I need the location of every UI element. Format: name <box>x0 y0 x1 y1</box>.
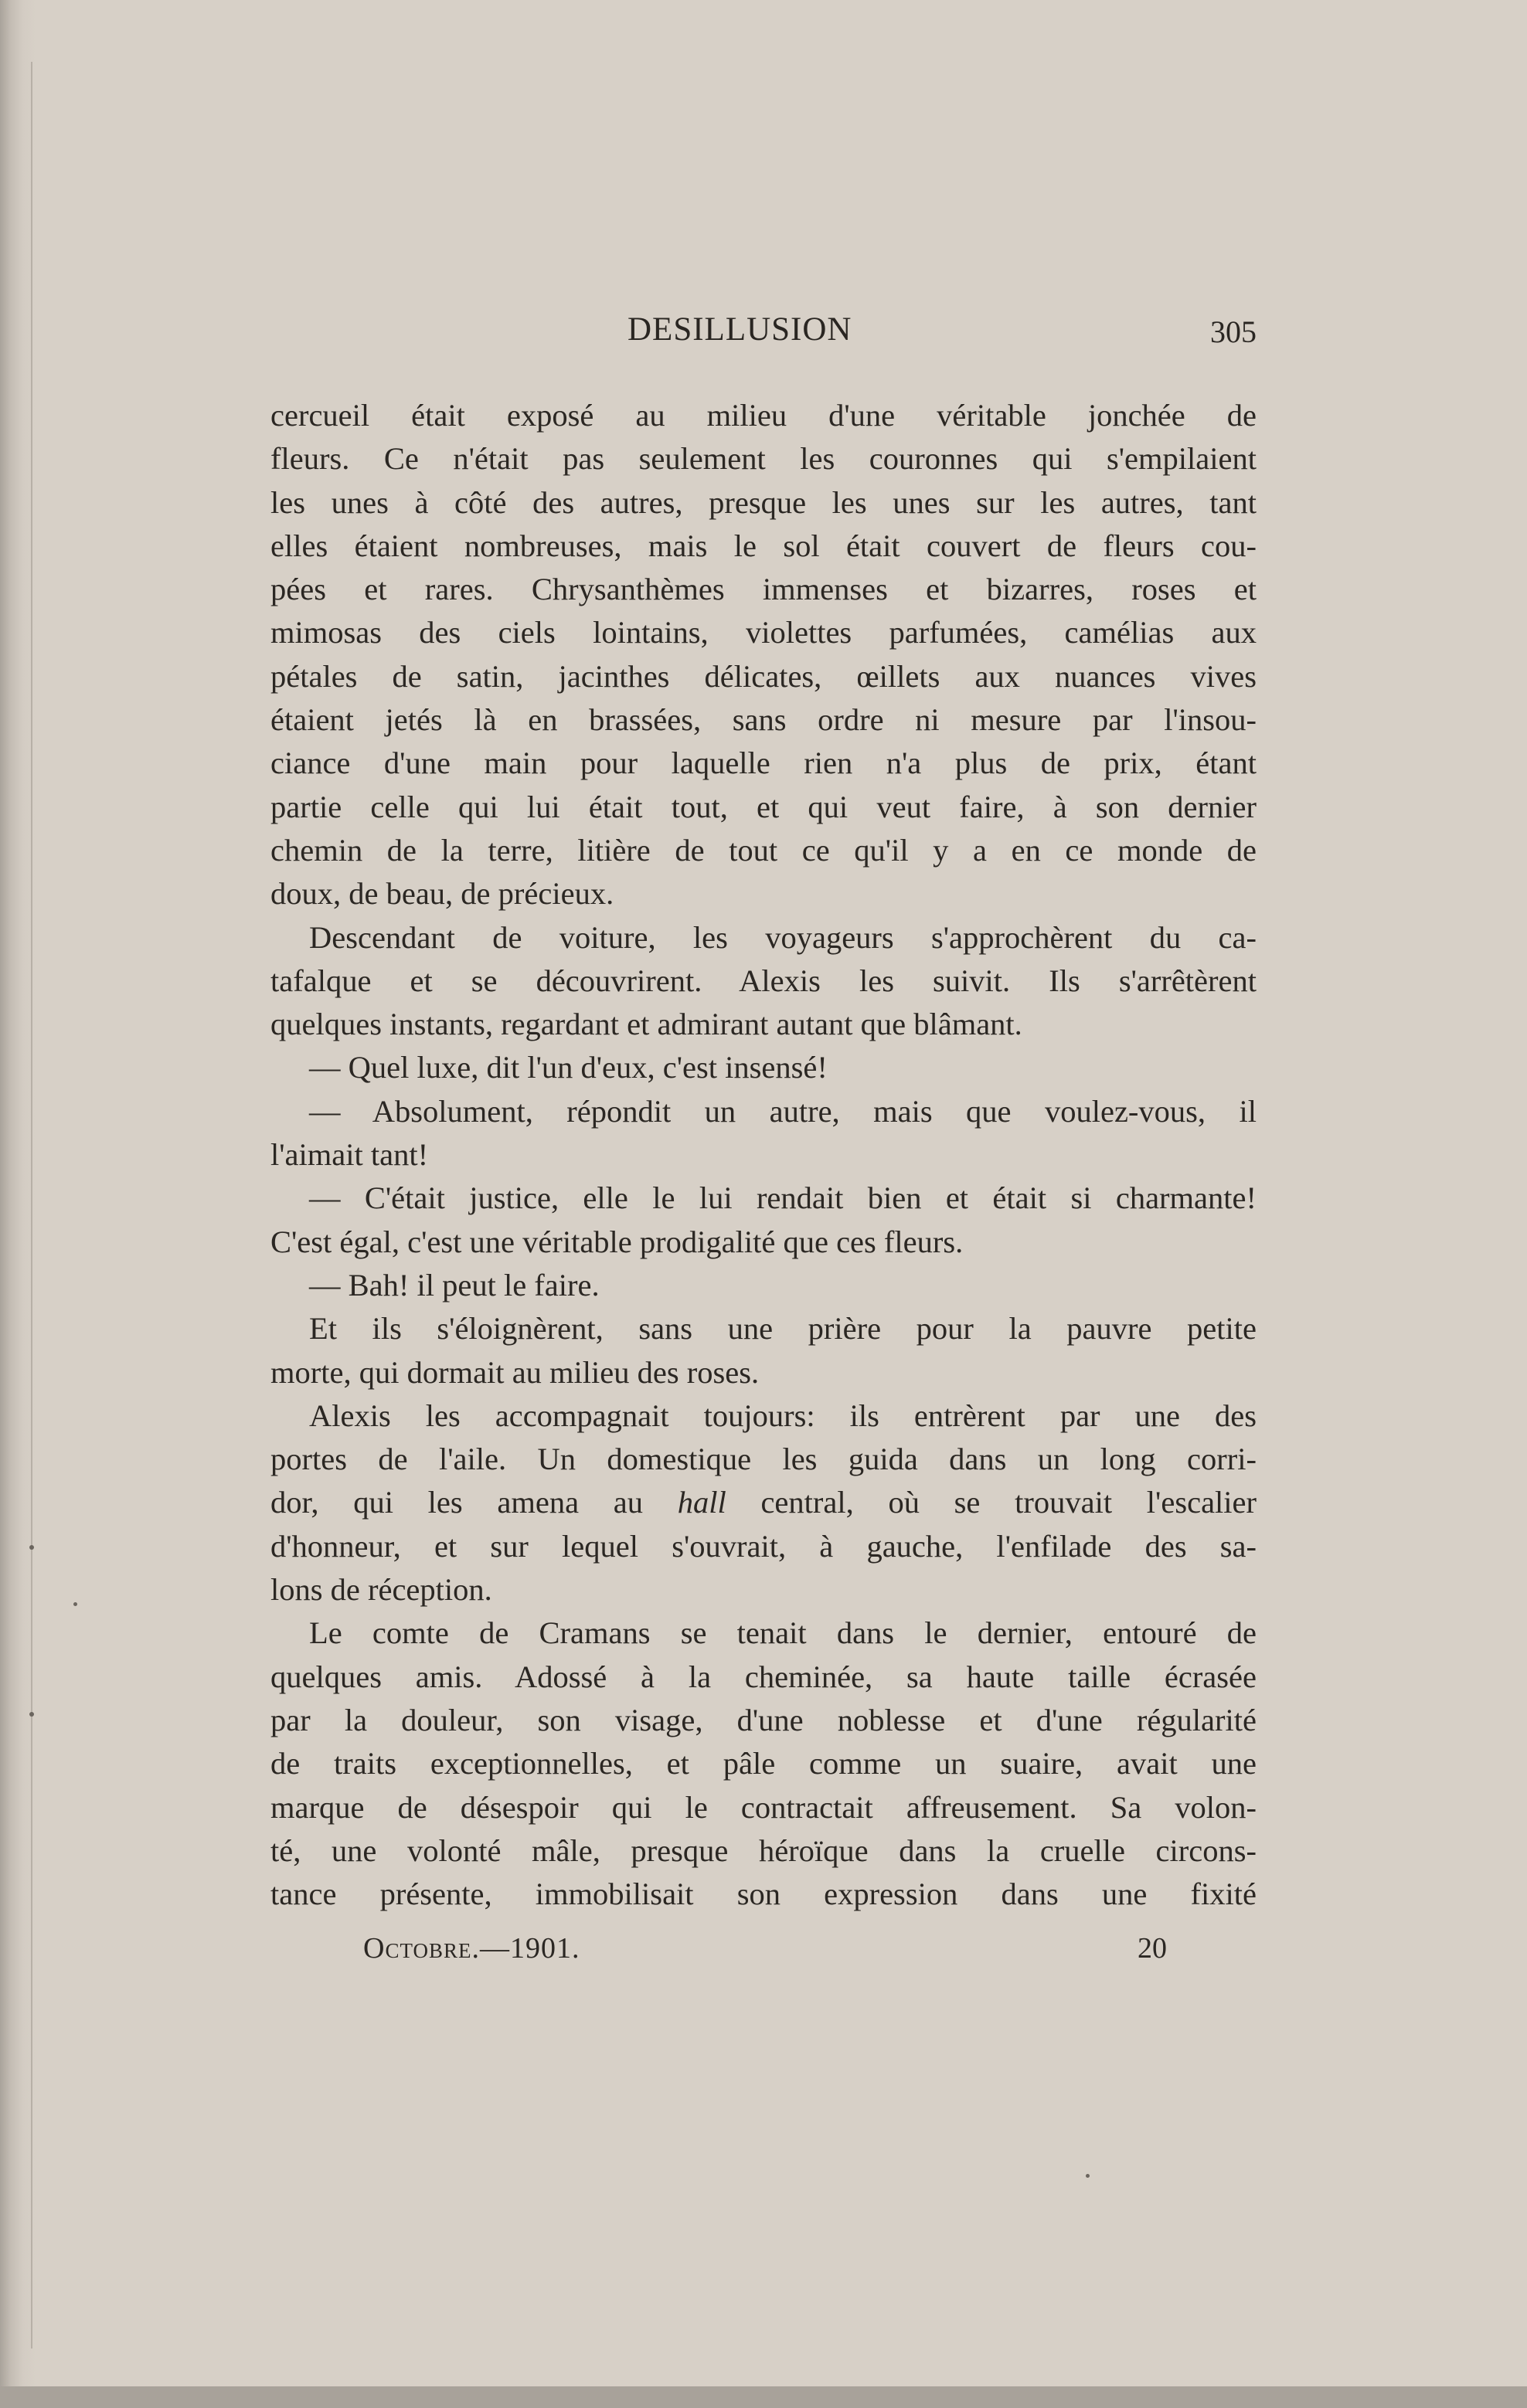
signature-mark: 20 <box>1138 1932 1167 1965</box>
page-footer <box>363 1931 1167 1970</box>
text-line: mimosas des ciels lointains, violettes parfumées, camélias aux <box>270 615 1257 650</box>
text-line: té, une volonté mâle, presque héroïque dans la cruelle circons- <box>270 1832 1257 1868</box>
text-line: fleurs. Ce n'était pas seulement les couronnes qui s'empilaient <box>270 441 1257 477</box>
text-line <box>270 1481 1257 1524</box>
text-line: chemin de la terre, litière de tout ce qu'il y a en ce monde de <box>270 832 1257 868</box>
text-line: Et ils s'éloignèrent, sans une prière pour la pauvre petite <box>309 1311 1257 1347</box>
paper-speck <box>29 1545 34 1550</box>
text-line: l'aimait tant! <box>270 1137 429 1173</box>
text-line: — Absolument, répondit un autre, mais que voulez-vous, il <box>309 1093 1257 1129</box>
text-segment: dor, qui les amena au <box>270 1485 643 1520</box>
text-line: de traits exceptionnelles, et pâle comme un suaire, avait une <box>270 1746 1257 1781</box>
text-line: tance présente, immobilisait son expression dans une fixité <box>270 1876 1257 1912</box>
page-number: 305 <box>1210 314 1257 349</box>
text-line: les unes à côté des autres, presque les unes sur les autres, tant <box>270 484 1257 520</box>
text-line: d'honneur, et sur lequel s'ouvrait, à gauche, l'enfilade des sa- <box>270 1528 1257 1564</box>
text-line: tafalque et se découvrirent. Alexis les suivit. Ils s'arrêtèrent <box>270 963 1257 998</box>
text-line: portes de l'aile. Un domestique les guida dans un long corri- <box>270 1442 1257 1477</box>
text-line: lons de réception. <box>270 1572 492 1608</box>
text-line: pétales de satin, jacinthes délicates, œillets aux nuances vives <box>270 658 1257 694</box>
text-line: — Quel luxe, dit l'un d'eux, c'est insensé! <box>309 1050 828 1085</box>
text-line: ciance d'une main pour laquelle rien n'a plus de prix, étant <box>270 745 1257 781</box>
running-head <box>270 311 1257 357</box>
paper-speck <box>1086 2174 1090 2178</box>
text-line: pées et rares. Chrysanthèmes immenses et bizarres, roses et <box>270 572 1257 607</box>
text-line: — C'était justice, elle le lui rendait bien et était si charmante! <box>309 1180 1257 1216</box>
text-segment: central, où se trouvait l'escalier <box>760 1485 1257 1520</box>
paper-speck <box>29 1712 34 1717</box>
text-line: — Bah! il peut le faire. <box>309 1267 600 1302</box>
running-title: DESILLUSION <box>627 311 852 348</box>
text-line: marque de désespoir qui le contractait affreusement. Sa volon- <box>270 1789 1257 1825</box>
text-line: Descendant de voiture, les voyageurs s'approchèrent du ca- <box>309 919 1257 955</box>
text-line: étaient jetés là en brassées, sans ordre ni mesure par l'insou- <box>270 702 1257 738</box>
text-line: quelques instants, regardant et admirant autant que blâmant. <box>270 1007 1022 1042</box>
text-line: C'est égal, c'est une véritable prodigalité que ces fleurs. <box>270 1224 964 1259</box>
text-line: morte, qui dormait au milieu des roses. <box>270 1354 760 1390</box>
body-text <box>270 394 1257 1916</box>
italic-word: hall <box>677 1485 726 1520</box>
text-line: cercueil était exposé au milieu d'une véritable jonchée de <box>270 398 1257 433</box>
text-line: par la douleur, son visage, d'une noblesse et d'une régularité <box>270 1702 1257 1737</box>
scan-bottom-edge <box>0 2386 1527 2408</box>
paper-speck <box>73 1602 77 1606</box>
text-line: elles étaient nombreuses, mais le sol était couvert de fleurs cou- <box>270 528 1257 563</box>
text-line: Alexis les accompagnait toujours: ils entrèrent par une des <box>309 1398 1257 1433</box>
text-line: quelques amis. Adossé à la cheminée, sa haute taille écrasée <box>270 1659 1257 1694</box>
text-line: Le comte de Cramans se tenait dans le dernier, entouré de <box>309 1615 1257 1651</box>
binding-crease <box>31 62 32 2349</box>
text-line: partie celle qui lui était tout, et qui veut faire, à son dernier <box>270 789 1257 824</box>
issue-date: Octobre.—1901. <box>363 1932 580 1965</box>
text-line: doux, de beau, de précieux. <box>270 876 614 912</box>
